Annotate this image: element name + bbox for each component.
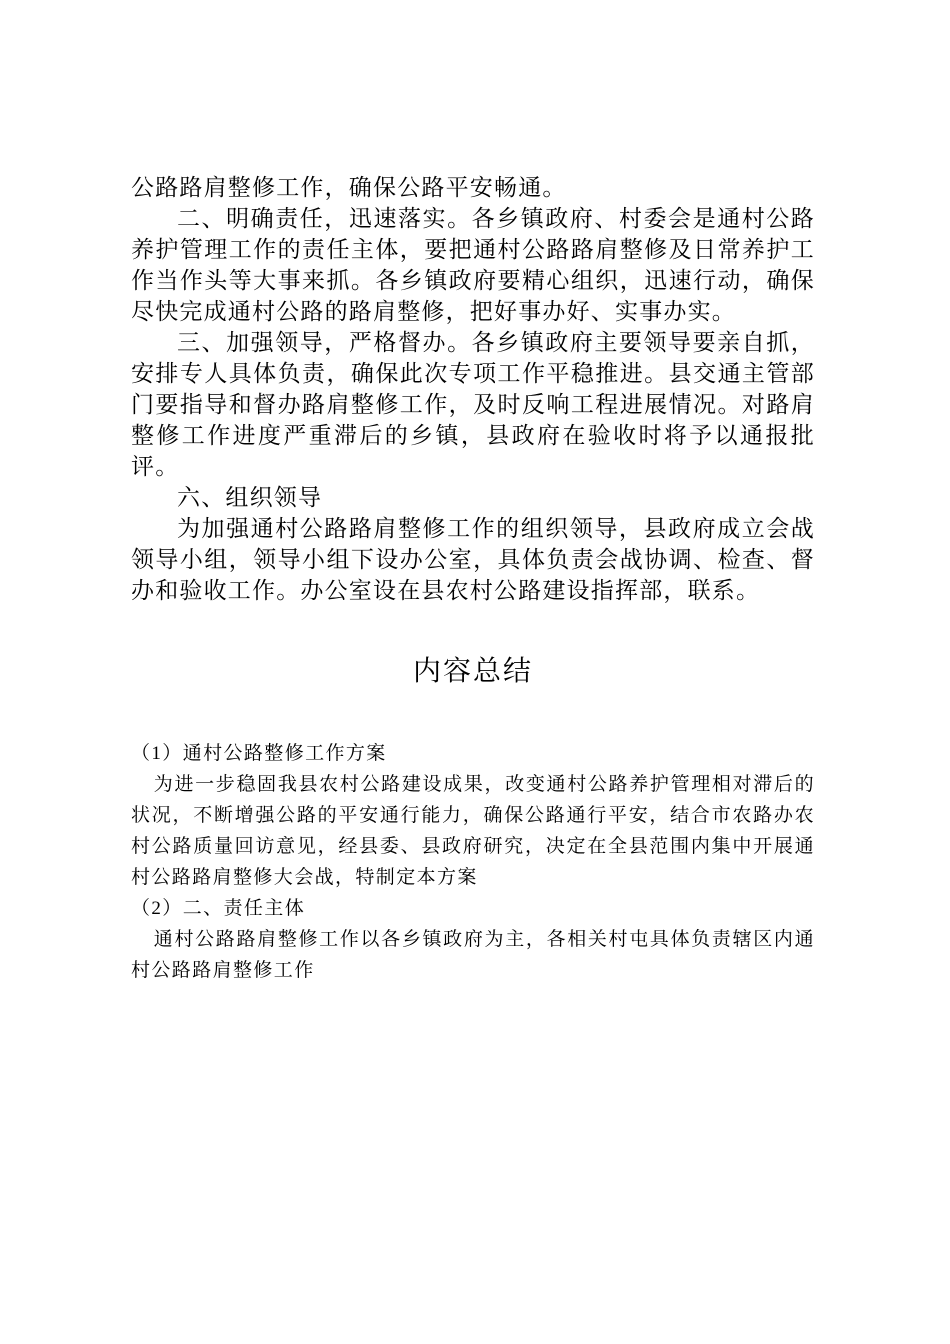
paragraph-section-3: 三、加强领导，严格督办。各乡镇政府主要领导要亲自抓，安排专人具体负责，确保此次专项工作平稳推进。县交通主管部门要指导和督办路肩整修工作，及时反响工程进展情况。对路肩整修工作进度严重滞后的乡镇，县政府在验收时将予以通报批评。	[131, 330, 815, 479]
paragraph-section-2: 二、明确责任，迅速落实。各乡镇政府、村委会是通村公路养护管理工作的责任主体，要把通村公路路肩整修及日常养护工作当作头等大事来抓。各乡镇政府要精心组织，迅速行动，确保尽快完成通村公路的路肩整修，把好事办好、实事办实。	[131, 206, 815, 324]
summary-section	[131, 738, 815, 986]
summary-item-2-heading: （2）二、责任主体	[131, 898, 306, 919]
summary-title: 内容总结	[412, 656, 533, 687]
summary-item-2-body: 通村公路路肩整修工作以各乡镇政府为主，各相关村屯具体负责辖区内通村公路路肩整修工作	[131, 929, 815, 981]
paragraph-section-6-body: 为加强通村公路路肩整修工作的组织领导，县政府成立会战领导小组，领导小组下设办公室，具体负责会战协调、检查、督办和验收工作。办公室设在县农村公路建设指挥部，联系。	[131, 516, 815, 603]
summary-item-1-heading: （1）通村公路整修工作方案	[131, 743, 387, 764]
paragraph-section-6-heading: 六、组织领导	[177, 485, 323, 510]
summary-item-1-body: 为进一步稳固我县农村公路建设成果，改变通村公路养护管理相对滞后的状况，不断增强公路的平安通行能力，确保公路通行平安，结合市农路办农村公路质量回访意见，经县委、县政府研究，决定在全县范围内集中开展通村公路路肩整修大会战，特制定本方案	[131, 774, 815, 888]
paragraph-continuation: 公路路肩整修工作，确保公路平安畅通。	[131, 175, 567, 200]
document-body	[131, 172, 815, 606]
